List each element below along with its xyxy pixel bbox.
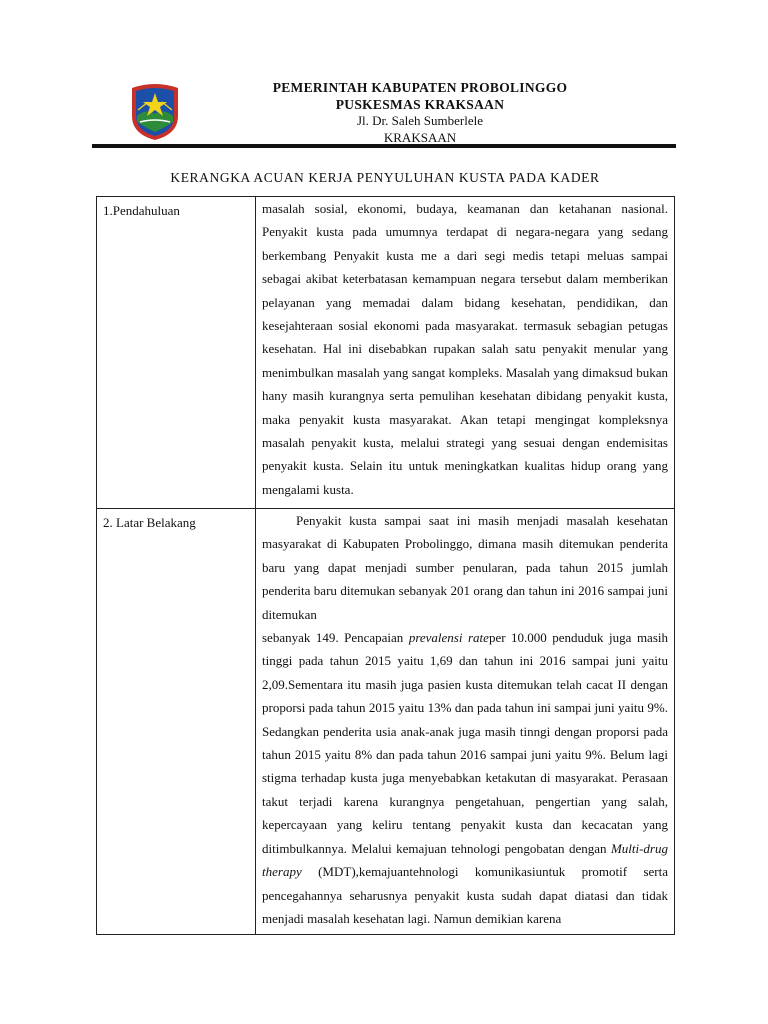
city-line: KRAKSAAN: [383, 129, 457, 145]
document-title: KERANGKA ACUAN KERJA PENYULUHAN KUSTA PADA KADER: [170, 170, 600, 185]
regency-crest-icon: [128, 82, 182, 142]
latar-belakang-paragraph-1: Penyakit kusta sampai saat ini masih menjadi masalah kesehatan masyarakat di Kabupaten Probolinggo, dimana masih ditemukan penderita baru yang dapat menjadi sumber penularan, pada tahun 2015 jumlah penderita baru ditemukan sebanyak 201 orang dan tahun ini 2016 sampai juni ditemukan: [262, 513, 668, 622]
text-run: (MDT),kemajuantehnologi komunikasiuntuk promotif serta pencegahannya seharusnya penyakit kusta sudah dapat diatasi dan tidak menjadi masalah kesehatan lagi. Namun demikian karena: [262, 864, 668, 926]
pendahuluan-text: masalah sosial, ekonomi, budaya, keamanan dan ketahanan nasional. Penyakit kusta pada umumnya terdapat di negara-negara yang sedang berkembang Penyakit kusta me a dari segi medis tetapi meluas sampai sebagai akibat keterbatasan kemampuan negara tersebut dalam memberikan pelayanan yang memadai dalam bidang kesehatan, pendidikan, dan kesejahteraan sosial ekonomi pada masyarakat. termasuk sebagian petugas kesehatan. Hal ini disebabkan rupakan salah satu penyakit menular yang menimbulkan masalah yang sangat kompleks. Masalah yang dimaksud bukan hany masih kurangnya serta pemulihan kesehatan dibidang penyakit kusta, maka penyakit kusta masyarakat. Akan tetapi mengingat kompleksnya masalah penyakit kusta, melalui strategi yang sesuai dengan endemisitas penyakit kusta. Selain itu untuk meningkatkan kualitas hidup orang yang mengalami kusta.: [262, 201, 668, 497]
section-content: [256, 197, 675, 509]
table-row: [97, 509, 675, 935]
section-label: 1.Pendahuluan: [97, 197, 256, 509]
address-line: Jl. Dr. Saleh Sumberlele: [356, 113, 483, 128]
italic-term: Multi-drug therapy: [262, 840, 668, 880]
government-name: PEMERINTAH KABUPATEN PROBOLINGGO: [272, 80, 568, 95]
puskesmas-logo: [128, 82, 182, 142]
kak-table: [96, 196, 675, 935]
letterhead: [200, 80, 640, 146]
table-row: [97, 197, 675, 509]
puskesmas-name: PUSKESMAS KRAKSAAN: [335, 96, 505, 112]
latar-belakang-paragraph-2: [262, 626, 668, 930]
section-label: 2. Latar Belakang: [97, 509, 256, 935]
text-run: per 10.000 penduduk juga masih tinggi pada tahun 2015 yaitu 1,69 dan tahun ini 2016 sampai juni yaitu 2,09.Sementara itu masih juga pasien kusta ditemukan telah cacat II dengan proporsi pada tahun 2015 yaitu 13% dan pada tahun ini sampai juni yaitu 9%. Sedangkan penderita usia anak-anak juga masih tinngi dengan proporsi pada tahun 2015 yaitu 8% dan pada tahun 2016 sampai juni yaitu 9%. Belum lagi stigma terhadap kusta juga menyebabkan ketakutan di masyarakat. Perasaan takut terjadi karena kurangnya pengetahuan, pengertian yang salah, kepercayaan yang keliru tentang penyakit kusta dan kecacatan yang ditimbulkannya. Melalui kemajuan tehnologi pengobatan dengan: [262, 630, 668, 856]
italic-term: prevalensi rate: [408, 630, 489, 646]
text-run: sebanyak 149. Pencapaian: [262, 630, 409, 646]
letterhead-divider: [92, 144, 676, 148]
section-content: [256, 509, 675, 935]
